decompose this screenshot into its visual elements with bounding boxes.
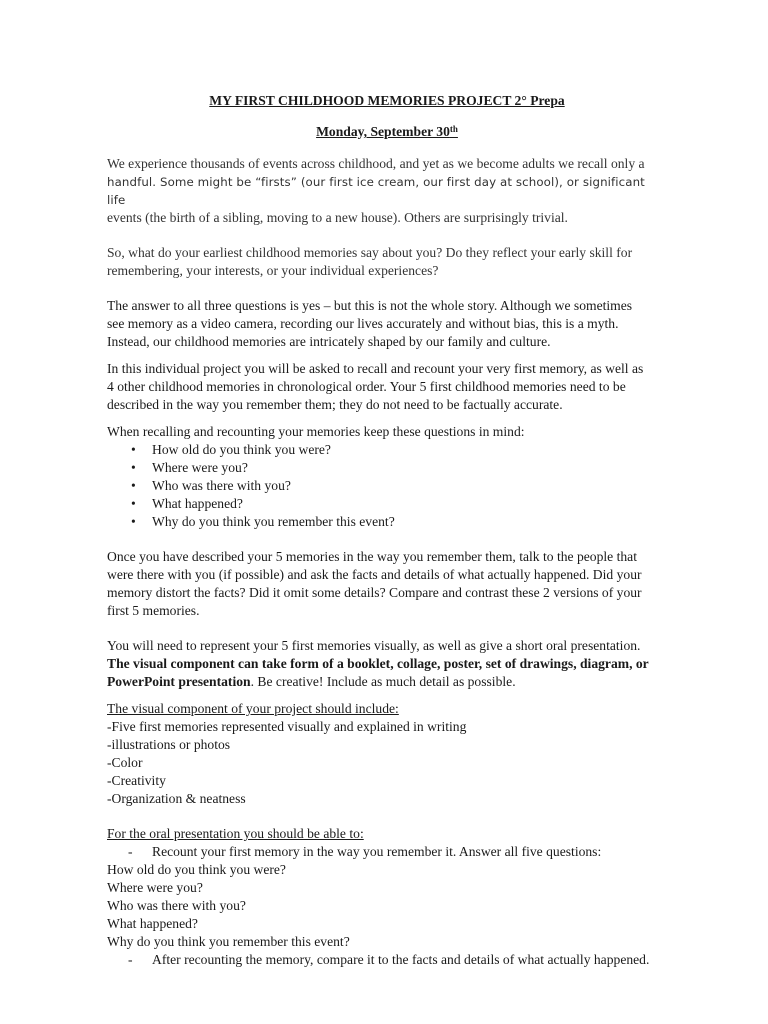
visual-heading: The visual component of your project should include:: [107, 701, 399, 716]
list-item: Why do you think you remember this event?: [107, 934, 350, 949]
intro-paragraph: [107, 155, 667, 227]
oral-heading: For the oral presentation you should be able to:: [107, 826, 364, 841]
compare-line-3: memory distort the facts? Did it omit some details? Compare and contrast these 2 versions of your: [107, 585, 642, 600]
document-body: [107, 92, 667, 969]
bullet-icon: •: [131, 478, 136, 493]
list-item: -Five first memories represented visually and explained in writing: [107, 719, 467, 734]
compare-line-1: Once you have described your 5 memories in the way you remember them, talk to the people that: [107, 549, 637, 564]
bullet-icon: •: [131, 442, 136, 457]
list-item: What happened?: [107, 916, 198, 931]
document-date: [107, 123, 667, 141]
list-item: • Who was there with you?: [131, 478, 291, 493]
dash-icon: -: [128, 844, 133, 859]
compare-paragraph: [107, 548, 667, 620]
oral-step-2: - After recounting the memory, compare it to the facts and details of what actually happened.: [128, 952, 650, 967]
bullet-icon: •: [131, 460, 136, 475]
project-paragraph: [107, 360, 667, 414]
answer-line-2: see memory as a video camera, recording our lives accurately and without bias, this is a myth.: [107, 316, 619, 331]
answer-line-1: The answer to all three questions is yes – but this is not the whole story. Although we sometimes: [107, 298, 633, 313]
bullet-icon: •: [131, 496, 136, 511]
bullet-icon: •: [131, 514, 136, 529]
intro-line-2: handful. Some might be “firsts” (our first ice cream, our first day at school), or significant life: [107, 175, 645, 207]
list-item: -Color: [107, 755, 143, 770]
document-title: MY FIRST CHILDHOOD MEMORIES PROJECT 2° Prepa: [209, 93, 565, 108]
question-paragraph: [107, 244, 667, 280]
list-item: • What happened?: [131, 496, 243, 511]
date-suffix: th: [449, 124, 458, 134]
question-line-2: remembering, your interests, or your individual experiences?: [107, 263, 439, 278]
compare-line-2: were there with you (if possible) and ask the facts and details of what actually happened. Did your: [107, 567, 642, 582]
list-item: Who was there with you?: [107, 898, 246, 913]
project-line-2: 4 other childhood memories in chronological order. Your 5 first childhood memories need to be: [107, 379, 626, 394]
date-text: Monday, September 30: [316, 124, 450, 139]
visual-list: [107, 718, 667, 808]
answer-line-3: Instead, our childhood memories are intricately shaped by our family and culture.: [107, 334, 551, 349]
visual-paragraph: [107, 637, 667, 691]
project-line-1: In this individual project you will be asked to recall and recount your very first memory, as well as: [107, 361, 644, 376]
list-item: -illustrations or photos: [107, 737, 231, 752]
list-item: • Why do you think you remember this event?: [131, 514, 395, 529]
visual-line-3: PowerPoint presentation. Be creative! Include as much detail as possible.: [107, 674, 516, 689]
compare-line-4: first 5 memories.: [107, 603, 200, 618]
questions-intro: When recalling and recounting your memories keep these questions in mind:: [107, 424, 525, 439]
list-item: -Organization & neatness: [107, 791, 246, 806]
dash-icon: -: [128, 952, 133, 967]
intro-line-3: events (the birth of a sibling, moving to a new house). Others are surprisingly trivial.: [107, 210, 568, 225]
project-line-3: described in the way you remember them; they do not need to be factually accurate.: [107, 397, 563, 412]
list-item: How old do you think you were?: [107, 862, 286, 877]
list-item: -Creativity: [107, 773, 166, 788]
visual-line-2: The visual component can take form of a booklet, collage, poster, set of drawings, diagram, or: [107, 656, 649, 671]
visual-line-1: You will need to represent your 5 first memories visually, as well as give a short oral presentation.: [107, 638, 641, 653]
list-item: • Where were you?: [131, 460, 248, 475]
questions-list: [107, 441, 667, 531]
intro-line-1: We experience thousands of events across childhood, and yet as we become adults we recall only a: [107, 156, 645, 171]
list-item: • How old do you think you were?: [131, 442, 331, 457]
list-item: Where were you?: [107, 880, 203, 895]
answer-paragraph: [107, 297, 667, 351]
oral-questions: [107, 861, 667, 951]
oral-step-1: - Recount your first memory in the way you remember it. Answer all five questions:: [128, 844, 602, 859]
question-line-1: So, what do your earliest childhood memories say about you? Do they reflect your early skill for: [107, 245, 633, 260]
